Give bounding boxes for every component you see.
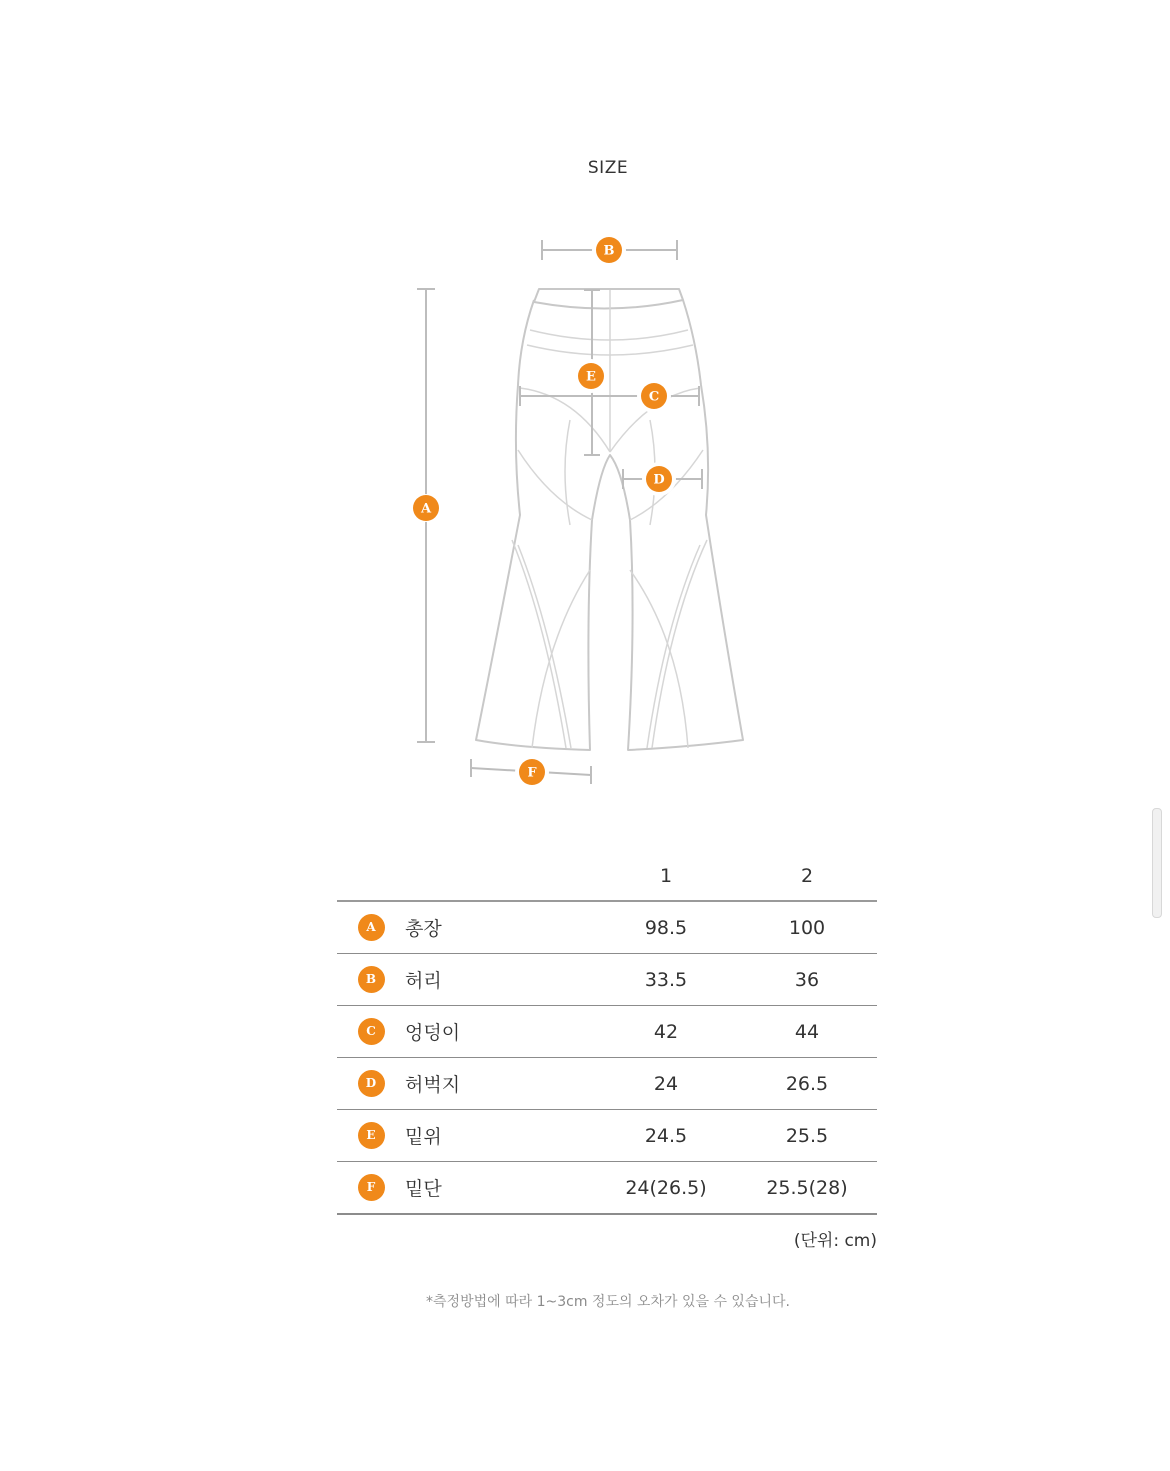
- row-badge-b: B: [358, 966, 385, 993]
- header-size-2: 2: [737, 852, 877, 901]
- row-value-size-1: 98.5: [595, 901, 737, 954]
- badge-a-label: A: [420, 501, 432, 517]
- size-table: [337, 852, 877, 1215]
- unit-label: (단위: cm): [793, 1231, 877, 1251]
- table-row: [337, 901, 877, 954]
- table-row: [337, 1110, 877, 1162]
- row-value-size-1: 33.5: [595, 954, 737, 1006]
- badge-d: [642, 462, 676, 496]
- table-row: [337, 954, 877, 1006]
- row-value-size-2: 25.5: [737, 1110, 877, 1162]
- row-badge-a: A: [358, 914, 385, 941]
- row-value-size-2: 25.5(28): [737, 1162, 877, 1215]
- badge-f-label: F: [527, 765, 537, 781]
- badge-a: [412, 494, 440, 522]
- row-badge-f: F: [358, 1174, 385, 1201]
- scrollbar-thumb[interactable]: [1152, 808, 1162, 918]
- badge-c: [637, 379, 671, 413]
- table-row: [337, 1006, 877, 1058]
- badge-f: [515, 755, 549, 789]
- row-value-size-1: 24.5: [595, 1110, 737, 1162]
- row-label: 허벅지: [405, 1058, 595, 1110]
- badge-b: [592, 233, 626, 267]
- header-size-1: 1: [595, 852, 737, 901]
- row-label: 엉덩이: [405, 1006, 595, 1058]
- header-name-col: [405, 852, 595, 901]
- table-header-row: [337, 852, 877, 901]
- badge-e-label: E: [586, 369, 596, 385]
- row-label: 밑단: [405, 1162, 595, 1215]
- table-row: [337, 1058, 877, 1110]
- page-title: SIZE: [587, 158, 629, 178]
- row-label: 밑위: [405, 1110, 595, 1162]
- badge-d-label: D: [653, 472, 665, 488]
- row-value-size-1: 24(26.5): [595, 1162, 737, 1215]
- row-label: 총장: [405, 901, 595, 954]
- row-value-size-2: 36: [737, 954, 877, 1006]
- pants-waistband: [534, 289, 683, 309]
- badge-e: [574, 359, 608, 393]
- row-badge-d: D: [358, 1070, 385, 1097]
- row-value-size-2: 26.5: [737, 1058, 877, 1110]
- row-label: 허리: [405, 954, 595, 1006]
- row-value-size-1: 42: [595, 1006, 737, 1058]
- table-row: [337, 1162, 877, 1215]
- row-value-size-2: 44: [737, 1006, 877, 1058]
- pants-seams: [512, 290, 707, 748]
- row-badge-e: E: [358, 1122, 385, 1149]
- measurement-note: *측정방법에 따라 1~3cm 정도의 오차가 있을 수 있습니다.: [426, 1294, 790, 1310]
- badge-b-label: B: [603, 243, 615, 259]
- row-value-size-1: 24: [595, 1058, 737, 1110]
- header-badge-col: [337, 852, 405, 901]
- row-value-size-2: 100: [737, 901, 877, 954]
- row-badge-c: C: [358, 1018, 385, 1045]
- badge-c-label: C: [648, 389, 660, 405]
